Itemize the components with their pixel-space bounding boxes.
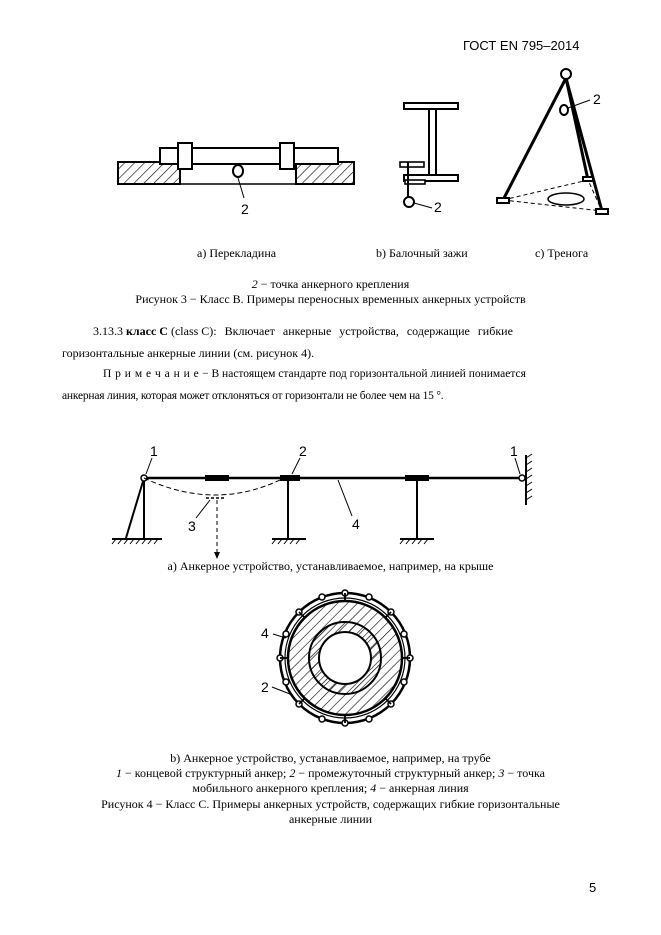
fig4b-label-intermediate-anchor: 2 <box>261 679 269 695</box>
fig4a-label-end-anchor-left: 1 <box>150 443 158 459</box>
fig4-legend-num-3: 3 <box>498 766 505 780</box>
note-text-line2: анкерная линия, которая может отклоняться от горизонтали не более чем на 15 °. <box>62 390 444 402</box>
note-label: П р и м е ч а н и е <box>103 368 200 380</box>
fig4a-label-end-anchor-right: 1 <box>510 443 518 459</box>
fig4a-label-mobile-anchor: 3 <box>188 518 196 534</box>
fig4-legend-line1 <box>0 766 661 781</box>
fig4-legend-line2 <box>0 781 661 796</box>
fig3a-callout-2: 2 <box>241 201 249 217</box>
fig4-legend-text-3: − точка <box>504 766 545 780</box>
fig4-caption-line1: Рисунок 4 − Класс C. Примеры анкерных устройств, содержащих гибкие горизонтальные <box>101 797 560 811</box>
fig3-subcaption-c: c) Тренога <box>535 246 589 260</box>
fig4-legend-text-4: − анкерная линия <box>376 781 469 795</box>
fig4-legend-text-2: − промежуточный структурный анкер; <box>295 766 499 780</box>
fig3-caption: Рисунок 3 − Класс B. Примеры переносных временных анкерных устройств <box>135 292 526 306</box>
fig4-legend-num-4: 4 <box>370 781 377 795</box>
section-number: 3.13.3 <box>93 324 123 338</box>
note-text-line1: − В настоящем стандарте под горизонтальной линией понимается <box>199 368 526 380</box>
fig4b-label-anchor-line: 4 <box>261 625 269 641</box>
fig3-subcaption-b: b) Балочный зажи <box>376 246 468 260</box>
fig3-subcaption-a: a) Перекладина <box>197 246 277 260</box>
fig4-caption-line2: анкерные линии <box>288 812 373 826</box>
fig3-legend-num: 2 <box>251 277 258 291</box>
fig4-subcaption-a: a) Анкерное устройство, устанавливаемое, например, на крыше <box>167 559 494 573</box>
fig4-legend-num-1: 1 <box>116 766 123 780</box>
fig4-legend-text-3b: мобильного анкерного крепления; <box>192 781 371 795</box>
document-standard-header: ГОСТ EN 795–2014 <box>463 38 580 53</box>
fig4-subcaption-b: b) Анкерное устройство, устанавливаемое, например, на трубе <box>170 751 491 765</box>
section-term-en: (class C) <box>170 324 214 338</box>
fig3b-callout-2: 2 <box>434 199 442 215</box>
fig3c-callout-2: 2 <box>593 91 601 107</box>
fig4-legend-num-2: 2 <box>289 766 296 780</box>
fig3-legend-text: − точка анкерного крепления <box>257 277 410 291</box>
fig4-legend-text-1: − концевой структурный анкер; <box>122 766 290 780</box>
section-text-line2: горизонтальные анкерные линии (см. рисунок 4). <box>62 346 315 360</box>
page-number: 5 <box>589 880 597 895</box>
section-term: класс C <box>126 324 168 338</box>
fig4a-label-anchor-line: 4 <box>352 516 360 532</box>
section-text-line1: : Включает анкерные устройства, содержащие гибкие <box>213 324 513 338</box>
fig4a-label-intermediate-anchor: 2 <box>299 443 307 459</box>
